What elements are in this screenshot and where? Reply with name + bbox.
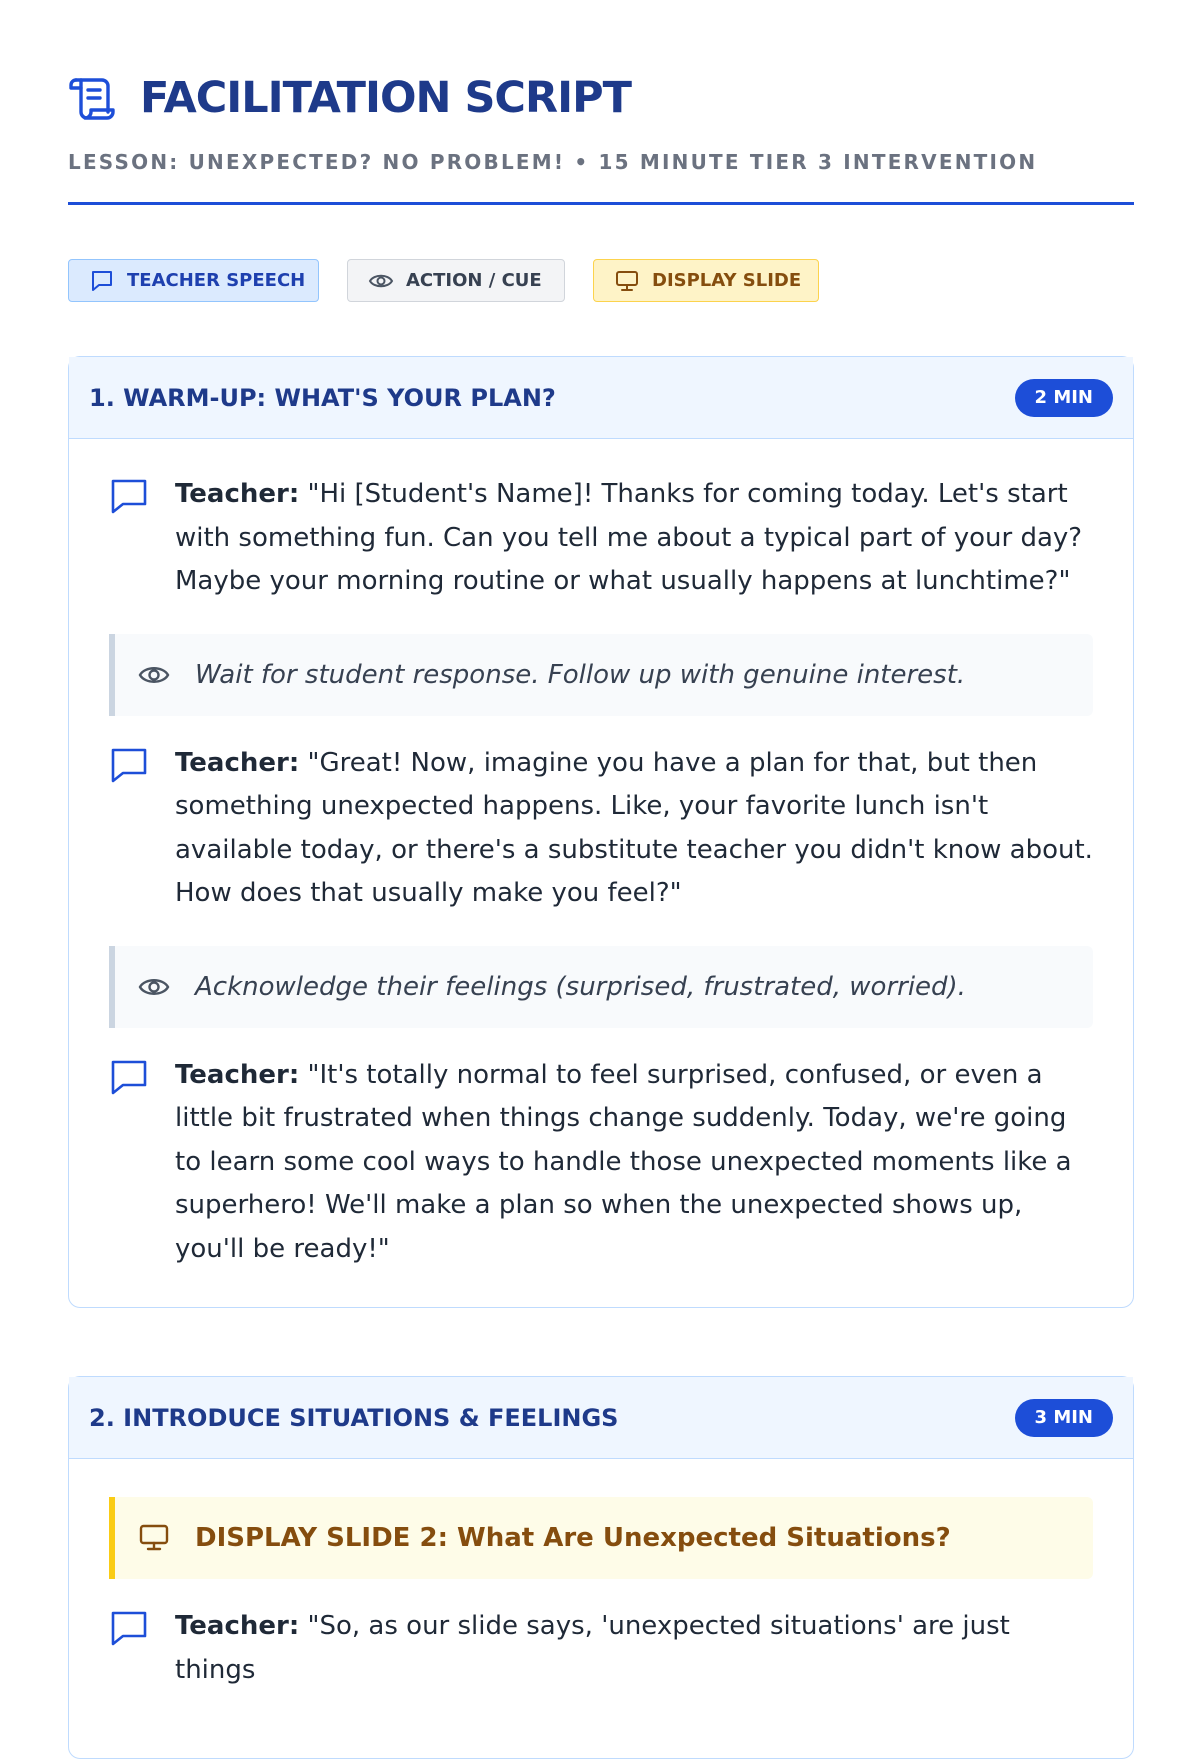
speech-content: "It's totally normal to feel surprised, confused, or even a little bit frustrated when things change suddenly. Today, we're going to learn some cool ways to handle those unexpected moments like a superhero! We'll make a plan so when the unexpected shows up, you'll be ready!" [175, 1059, 1072, 1264]
header-divider [68, 202, 1134, 205]
eye-icon [137, 658, 171, 692]
legend [68, 259, 1132, 302]
action-cue [109, 634, 1093, 716]
time-badge: 2 MIN [1015, 379, 1113, 417]
legend-speech-label: TEACHER SPEECH [127, 270, 306, 291]
section-header [69, 357, 1133, 439]
legend-action-cue [347, 259, 565, 302]
action-text: Wait for student response. Follow up with genuine interest. [195, 659, 966, 690]
teacher-speech [109, 746, 1093, 916]
section-body [69, 439, 1133, 1307]
speech-content: "So, as our slide says, 'unexpected situations' are just things [175, 1611, 1010, 1685]
monitor-icon [614, 268, 640, 294]
display-slide-cue [109, 1497, 1093, 1579]
speaker-label: Teacher: [175, 1611, 300, 1641]
legend-display-slide [593, 259, 819, 302]
section-body [69, 1459, 1133, 1758]
time-badge: 3 MIN [1015, 1399, 1113, 1437]
speech-bubble-icon [109, 1058, 149, 1098]
speaker-label: Teacher: [175, 747, 300, 778]
action-text: Acknowledge their feelings (surprised, frustrated, worried). [195, 971, 966, 1002]
speech-text [175, 742, 1093, 916]
legend-action-label: ACTION / CUE [406, 270, 542, 291]
page-title: FACILITATION SCRIPT [140, 73, 631, 123]
speech-bubble-icon [109, 746, 149, 786]
speaker-label: Teacher: [175, 479, 300, 509]
section-title: 2. INTRODUCE SITUATIONS & FEELINGS [89, 1403, 619, 1432]
slide-text: DISPLAY SLIDE 2: What Are Unexpected Situations? [195, 1523, 951, 1553]
section-warm-up [68, 356, 1134, 1308]
legend-teacher-speech [68, 259, 319, 302]
speech-text [175, 473, 1093, 604]
title-row [68, 70, 1132, 126]
monitor-icon [137, 1521, 171, 1555]
speech-bubble-icon [89, 268, 115, 294]
speech-text [175, 1605, 1093, 1692]
teacher-speech [109, 1609, 1093, 1692]
section-introduce-situations [68, 1376, 1134, 1759]
section-title: 1. WARM-UP: WHAT'S YOUR PLAN? [89, 383, 556, 412]
speech-content: "Hi [Student's Name]! Thanks for coming today. Let's start with something fun. Can you tell me about a typical part of your day? Maybe your morning routine or what usually happens at lunchtime?" [175, 479, 1083, 596]
page-subtitle: LESSON: UNEXPECTED? NO PROBLEM! • 15 MINUTE TIER 3 INTERVENTION [68, 150, 1038, 174]
teacher-speech [109, 1058, 1093, 1272]
speaker-label: Teacher: [175, 1059, 300, 1090]
header [68, 0, 1132, 205]
teacher-speech [109, 477, 1093, 604]
eye-icon [137, 970, 171, 1004]
eye-icon [368, 268, 394, 294]
legend-slide-label: DISPLAY SLIDE [652, 270, 802, 291]
speech-bubble-icon [109, 477, 149, 517]
speech-text [175, 1054, 1093, 1272]
action-cue [109, 946, 1093, 1028]
speech-content: "Great! Now, imagine you have a plan for that, but then something unexpected happens. Like, your favorite lunch isn't available today, or there's a substitute teacher you didn't know about. How does that usually make you feel?" [175, 747, 1093, 908]
scroll-icon [68, 72, 120, 124]
speech-bubble-icon [109, 1609, 149, 1649]
section-header [69, 1377, 1133, 1459]
